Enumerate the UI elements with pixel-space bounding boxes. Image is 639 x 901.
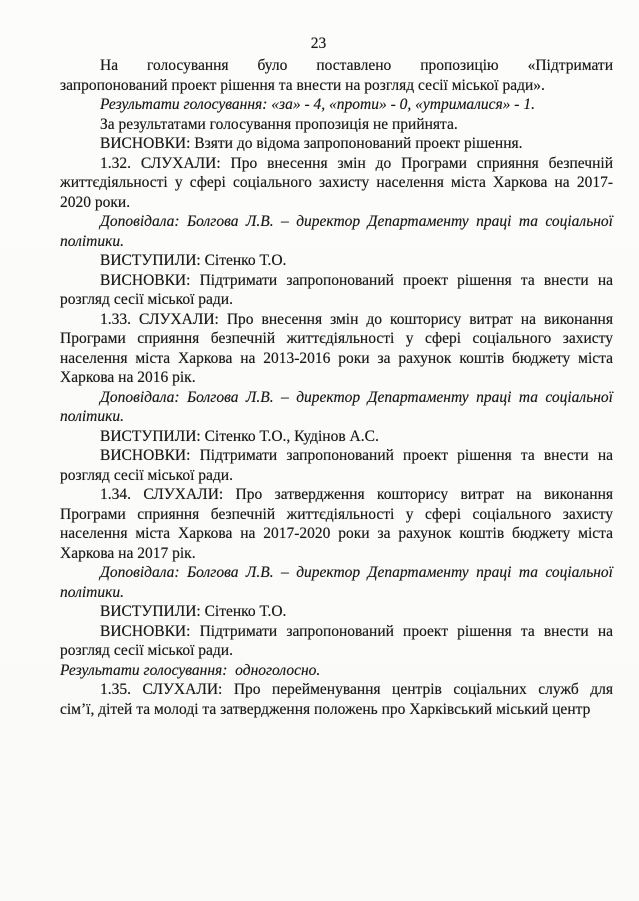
speakers-1-32-line-1: ВИСТУПИЛИ: Сітенко Т.О.: [100, 252, 287, 269]
speakers-1-33-line-1: ВИСТУПИЛИ: Сітенко Т.О., Кудінов А.С.: [100, 427, 379, 445]
conclusion-1-34-line-1: ВИСНОВКИ: Підтримати запропонований проект рішення та внести на: [100, 622, 613, 640]
section-1-34: [60, 485, 613, 563]
proposal-paragraph-line-2: запропонований проект рішення та внести на розгляд сесії міської ради».: [60, 76, 545, 94]
page-number: 23: [310, 35, 327, 52]
conclusion-1-33-line-2: розгляд сесії міської ради.: [60, 466, 233, 484]
conclusion-1-34-line-2: розгляд сесії міської ради.: [60, 642, 233, 659]
reporter-1-34: [60, 563, 613, 602]
section-1-33: [60, 310, 613, 388]
reporter-1-33-line-2: політики.: [60, 408, 124, 425]
reporter-1-33: [60, 388, 613, 427]
section-1-33-line-4: Харкова на 2016 рік.: [60, 369, 196, 386]
conclusion-1-32-line-2: розгляд сесії міської ради.: [60, 291, 233, 308]
section-1-33-line-2: Програми сприяння безпечній життєдіяльності у сфері соціального захисту: [60, 330, 613, 347]
document-body: [60, 56, 613, 719]
conclusion-top: [60, 134, 613, 154]
section-1-35-line-2: сім’ї, дітей та молоді та затвердження положень про Харківський міський центр: [60, 700, 591, 718]
conclusion-1-32-line-1: ВИСНОВКИ: Підтримати запропонований проект рішення та внести на: [100, 271, 613, 289]
conclusion-1-34: [60, 622, 613, 661]
section-1-32: [60, 154, 613, 213]
section-1-33-line-1: 1.33. СЛУХАЛИ: Про внесення змін до кошторису витрат на виконання: [100, 310, 613, 328]
vote-result-top-line-1: Результати голосування: «за» - 4, «проти» - 0, «утрималися» - 1.: [100, 96, 535, 113]
section-1-32-line-1: 1.32. СЛУХАЛИ: Про внесення змін до Програми сприяння безпечній: [100, 154, 613, 172]
conclusion-1-33-line-1: ВИСНОВКИ: Підтримати запропонований проект рішення та внести на: [100, 447, 613, 464]
vote-outcome-line-1: За результатами голосування пропозиція не прийнята.: [100, 115, 458, 133]
conclusion-1-33: [60, 446, 613, 485]
reporter-1-33-line-1: Доповідала: Болгова Л.В. – директор Департаменту праці та соціальної: [100, 388, 613, 406]
conclusion-1-32: [60, 271, 613, 310]
section-1-35: [60, 680, 613, 719]
vote-outcome: [60, 115, 613, 135]
proposal-paragraph-line-1: На голосування було поставлено пропозицію «Підтримати: [100, 57, 613, 74]
reporter-1-32-line-1: Доповідала: Болгова Л.В. – директор Департаменту праці та соціальної: [100, 213, 613, 230]
section-1-34-line-1: 1.34. СЛУХАЛИ: Про затвердження кошторису витрат на виконання: [100, 486, 613, 503]
section-1-34-line-3: населення міста Харкова на 2017-2020 роки за рахунок коштів бюджету міста: [60, 525, 613, 542]
conclusion-top-line-1: ВИСНОВКИ: Взяти до відома запропонований проект рішення.: [100, 135, 523, 152]
speakers-1-34: [60, 602, 613, 622]
section-1-34-line-2: Програми сприяння безпечній життєдіяльності у сфері соціального захисту: [60, 505, 613, 523]
reporter-1-32: [60, 212, 613, 251]
speakers-1-32: [60, 251, 613, 271]
section-1-35-line-1: 1.35. СЛУХАЛИ: Про перейменування центрів соціальних служб для: [100, 681, 613, 698]
reporter-1-32-line-2: політики.: [60, 232, 124, 250]
reporter-1-34-line-2: політики.: [60, 583, 124, 601]
reporter-1-34-line-1: Доповідала: Болгова Л.В. – директор Департаменту праці та соціальної: [100, 564, 613, 581]
proposal-paragraph: [60, 56, 613, 95]
section-1-34-line-4: Харкова на 2017 рік.: [60, 544, 196, 562]
section-1-32-line-2: життєдіяльності у сфері соціального захисту населення міста Харкова на 2017-: [60, 174, 613, 191]
speakers-1-33: [60, 427, 613, 447]
section-1-33-line-3: населення міста Харкова на 2013-2016 роки за рахунок коштів бюджету міста: [60, 349, 613, 367]
vote-result-unanimous: [60, 661, 613, 681]
section-1-32-line-3: 2020 роки.: [60, 193, 131, 211]
speakers-1-34-line-1: ВИСТУПИЛИ: Сітенко Т.О.: [100, 603, 287, 620]
vote-result-unanimous-line-1: Результати голосування: одноголосно.: [60, 661, 321, 679]
vote-result-top: [60, 95, 613, 115]
